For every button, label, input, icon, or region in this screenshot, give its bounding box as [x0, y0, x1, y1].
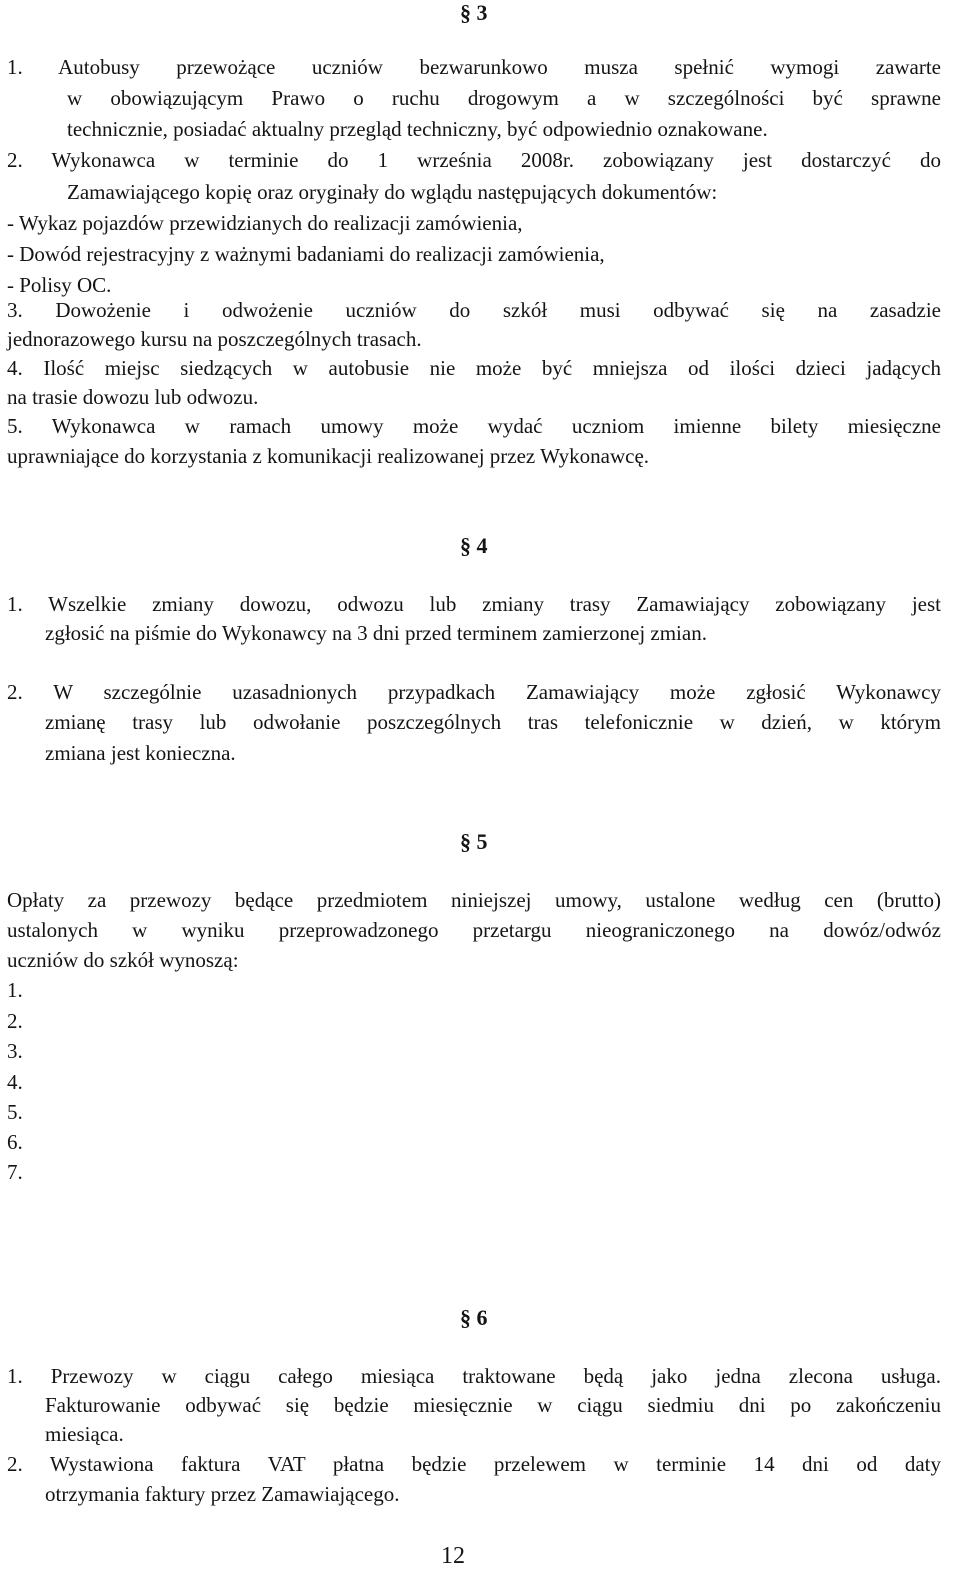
s5-item: 5. [7, 1100, 23, 1124]
s5-item: 1. [7, 978, 23, 1002]
s3-line-10: jednorazowego kursu na poszczególnych trasach. [7, 327, 422, 351]
s3-line-4: 2. Wykonawca w terminie do 1 września 2008r. zobowiązany jest dostarczyć do [7, 148, 941, 172]
s5-line-2: ustalonych w wyniku przeprowadzonego przetargu nieograniczonego na dowóz/odwóz [7, 918, 941, 942]
s3-line-13: 5. Wykonawca w ramach umowy może wydać uczniom imienne bilety miesięczne [7, 414, 941, 438]
s5-item: 7. [7, 1160, 23, 1184]
s4-line-4: zmianę trasy lub odwołanie poszczególnych tras telefonicznie w dzień, w którym [45, 710, 941, 734]
s3-line-7: - Dowód rejestracyjny z ważnymi badaniami do realizacji zamówienia, [7, 242, 605, 266]
s3-line-8: - Polisy OC. [7, 273, 112, 297]
s5-line-3: uczniów do szkół wynoszą: [7, 948, 239, 972]
s5-item: 3. [7, 1039, 23, 1063]
s3-line-2: w obowiązującym Prawo o ruchu drogowym a w szczególności być sprawne [67, 86, 941, 110]
s3-line-12: na trasie dowozu lub odwozu. [7, 385, 259, 409]
section-4-heading: § 4 [460, 533, 488, 558]
s4-line-2: zgłosić na piśmie do Wykonawcy na 3 dni przed terminem zamierzonej zmian. [45, 621, 707, 645]
s5-line-1: Opłaty za przewozy będące przedmiotem niniejszej umowy, ustalone według cen (brutto) [7, 888, 941, 912]
s3-line-5: Zamawiającego kopię oraz oryginały do wglądu następujących dokumentów: [67, 180, 718, 204]
page-number: 12 [441, 1543, 465, 1569]
s6-line-1: 1. Przewozy w ciągu całego miesiąca traktowane będą jako jedna zlecona usługa. [7, 1364, 941, 1388]
s3-line-14: uprawniające do korzystania z komunikacji realizowanej przez Wykonawcę. [7, 444, 650, 468]
section-6-heading: § 6 [460, 1305, 488, 1330]
s3-line-11: 4. Ilość miejsc siedzących w autobusie nie może być mniejsza od ilości dzieci jadących [7, 356, 941, 380]
s4-line-3: 2. W szczególnie uzasadnionych przypadkach Zamawiający może zgłosić Wykonawcy [7, 680, 941, 704]
s3-line-9: 3. Dowożenie i odwożenie uczniów do szkół musi odbywać się na zasadzie [7, 298, 941, 322]
s6-line-2: Fakturowanie odbywać się będzie miesięcznie w ciągu siedmiu dni po zakończeniu [45, 1393, 941, 1417]
s6-line-4: 2. Wystawiona faktura VAT płatna będzie przelewem w terminie 14 dni od daty [7, 1452, 941, 1476]
section-5-heading: § 5 [460, 829, 488, 854]
s4-line-1: 1. Wszelkie zmiany dowozu, odwozu lub zmiany trasy Zamawiający zobowiązany jest [7, 592, 941, 616]
s3-line-1: 1. Autobusy przewożące uczniów bezwarunkowo musza spełnić wymogi zawarte [7, 55, 941, 79]
s3-line-3: technicznie, posiadać aktualny przegląd techniczny, być odpowiednio oznakowane. [67, 117, 768, 141]
s5-item: 6. [7, 1130, 23, 1154]
s6-line-3: miesiąca. [45, 1422, 124, 1446]
s4-line-5: zmiana jest konieczna. [45, 741, 236, 765]
s6-line-5: otrzymania faktury przez Zamawiającego. [45, 1482, 400, 1506]
s5-item: 2. [7, 1009, 23, 1033]
section-3-heading: § 3 [460, 0, 488, 25]
s5-item: 4. [7, 1070, 23, 1094]
s3-line-6: - Wykaz pojazdów przewidzianych do realizacji zamówienia, [7, 211, 523, 235]
